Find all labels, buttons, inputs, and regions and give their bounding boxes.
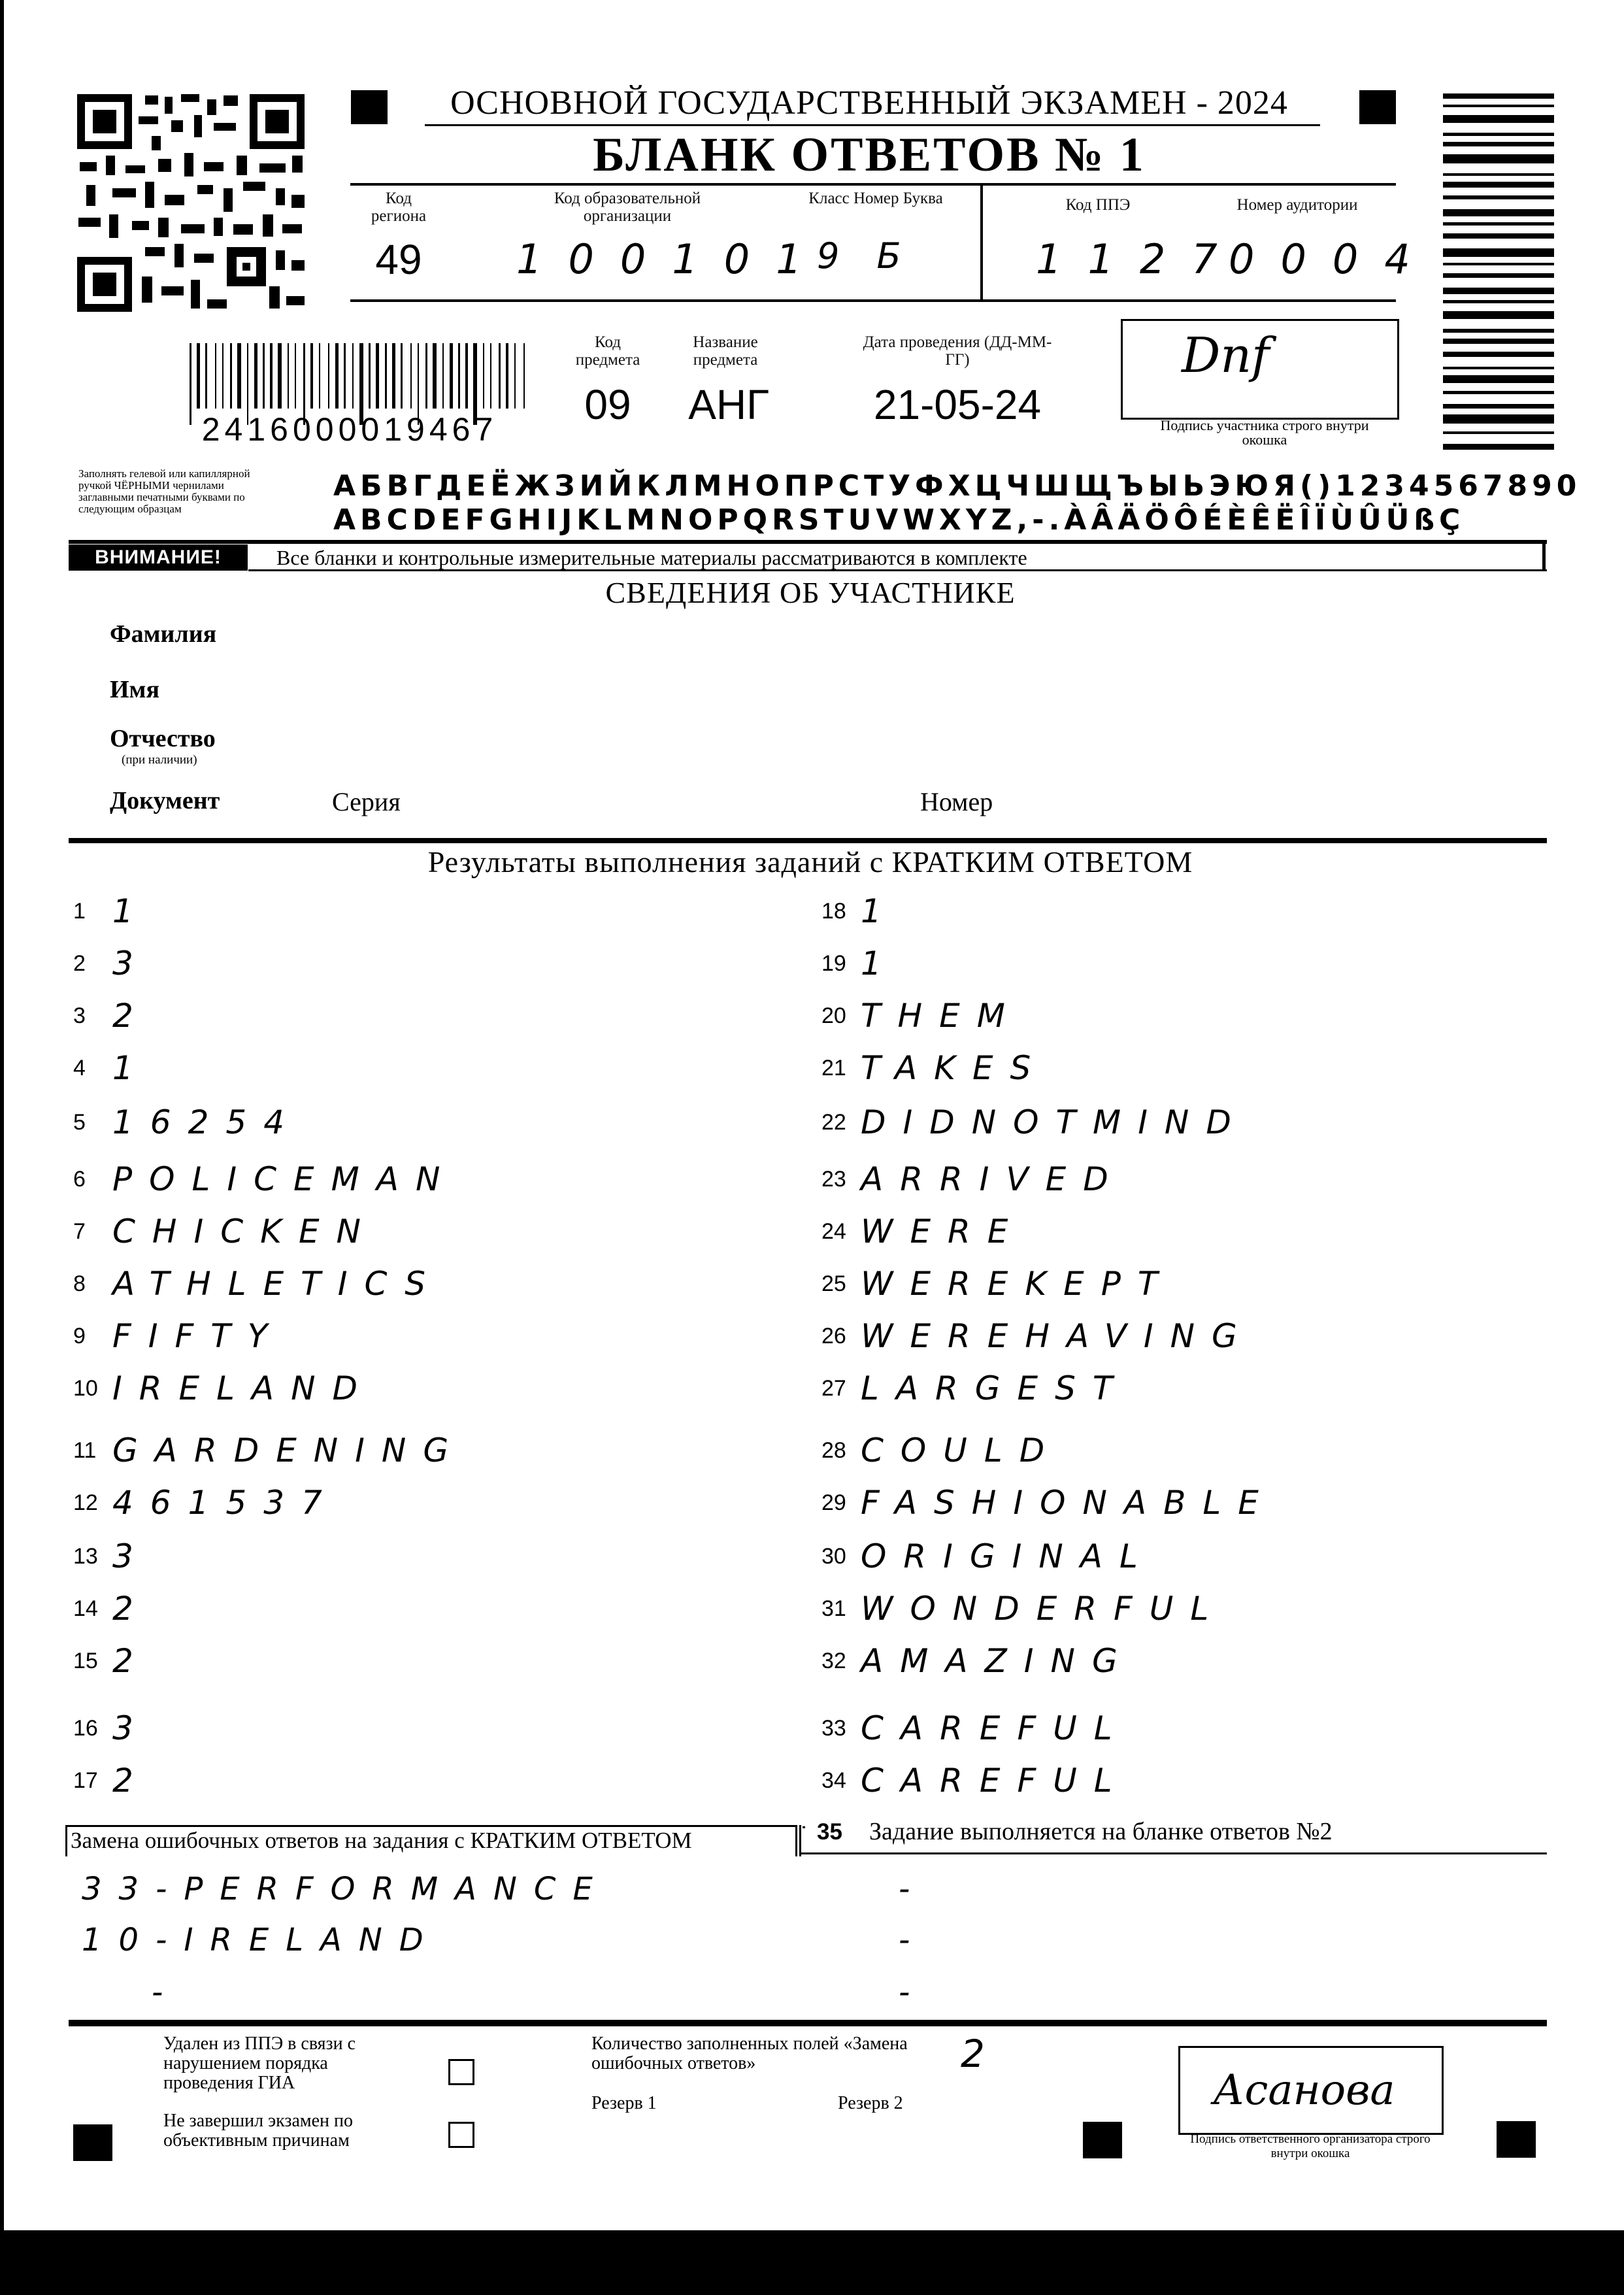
answer-number: 6 <box>73 1167 86 1192</box>
class-label: Класс Номер Буква <box>808 190 943 207</box>
answer-number: 1 <box>73 899 86 924</box>
answer-value[interactable]: TAKES <box>861 1049 1048 1087</box>
replacement-entry[interactable]: - <box>899 1871 927 1907</box>
answer-number: 29 <box>821 1490 846 1515</box>
answer-number: 15 <box>73 1649 98 1673</box>
answer-number: 21 <box>821 1056 846 1080</box>
exam-title: ОСНОВНОЙ ГОСУДАРСТВЕННЫЙ ЭКЗАМЕН - 2024 <box>450 84 1288 122</box>
answer-value[interactable]: ATHLETICS <box>112 1265 443 1303</box>
answer-value[interactable]: DIDNOTMIND <box>861 1103 1248 1141</box>
replacement-entry[interactable]: - <box>152 1974 180 2011</box>
corner-marker-bottom-right <box>1497 2121 1536 2158</box>
barcode-number: 2416000019467 <box>201 411 498 448</box>
answer-value[interactable]: THEM <box>861 997 1022 1035</box>
answer-value[interactable]: POLICEMAN <box>112 1160 457 1198</box>
bottom-band <box>0 2230 1624 2295</box>
date-value: 21-05-24 <box>873 381 1042 428</box>
room-label: Номер аудитории <box>1236 196 1358 214</box>
org-value: 100101 <box>516 235 828 283</box>
answer-number: 10 <box>73 1376 98 1401</box>
answer-number: 28 <box>821 1438 846 1463</box>
answer-number: 19 <box>821 951 846 976</box>
answer-value[interactable]: CAREFUL <box>861 1762 1129 1800</box>
answer-value[interactable]: 1 <box>861 892 899 930</box>
answer-value[interactable]: 2 <box>112 997 150 1035</box>
ppe-value: 1127 <box>1036 235 1244 283</box>
replacements-title: Замена ошибочных ответов на задания с КРАТКИМ ОТВЕТОМ <box>71 1828 692 1853</box>
series-label: Серия <box>332 787 401 816</box>
name-label: Имя <box>110 676 159 703</box>
region-value: 49 <box>375 236 422 283</box>
not-finished-checkbox[interactable] <box>448 2122 474 2148</box>
answer-number: 33 <box>821 1716 846 1741</box>
answer-value[interactable]: AMAZING <box>861 1642 1135 1680</box>
answer-number: 4 <box>73 1056 86 1080</box>
answer-number: 11 <box>73 1438 97 1463</box>
answer-value[interactable]: CHICKEN <box>112 1213 378 1250</box>
answer-value[interactable]: 3 <box>112 1537 150 1575</box>
sample-instruction: Заполнять гелевой или капиллярной ручкой ЧЁРНЫМИ чернилами заглавными печатными буквами по следующим образцам <box>78 467 250 515</box>
answers-section-title: Результаты выполнения заданий с КРАТКИМ ОТВЕТОМ <box>427 845 1193 879</box>
date-label: Дата проведения (ДД-ММ-ГГ) <box>863 333 1052 369</box>
answer-number: 16 <box>73 1716 98 1741</box>
answer-number: 9 <box>73 1324 86 1349</box>
answer-number: 31 <box>821 1596 846 1621</box>
answer-value[interactable]: CAREFUL <box>861 1709 1129 1747</box>
subject-code-value: 09 <box>584 381 631 428</box>
sample-row-latin: ABCDEFGHIJKLMNOPQRSTUVWXYZ,-.ÀÂÄÖÔÉÈÊËÎÏÙÛÜßÇ <box>333 503 1465 537</box>
answer-value[interactable]: 1 <box>112 892 150 930</box>
answer-value[interactable]: 2 <box>112 1642 150 1680</box>
removed-label: Удален из ППЭ в связи с нарушением порядка проведения ГИА <box>163 2034 356 2093</box>
answer-value[interactable]: WEREKEPT <box>861 1265 1175 1303</box>
replacement-count-value: 2 <box>961 2032 985 2076</box>
attention-badge: ВНИМАНИЕ! <box>69 544 248 571</box>
room-value: 0004 <box>1229 235 1436 283</box>
task35-text: Задание выполняется на бланке ответов №2 <box>869 1818 1333 1845</box>
replacement-entry[interactable]: 33-PERFORMANCE <box>82 1871 610 1907</box>
answer-value[interactable]: 1 <box>861 945 899 982</box>
answer-number: 27 <box>821 1376 846 1401</box>
participant-section-title: СВЕДЕНИЯ ОБ УЧАСТНИКЕ <box>605 576 1016 609</box>
signature-box-caption: Подпись участника строго внутри окошка <box>1160 417 1369 448</box>
replacement-entry[interactable]: 10-IRELAND <box>82 1922 440 1958</box>
answer-number: 23 <box>821 1167 846 1192</box>
answer-number: 34 <box>821 1768 846 1793</box>
vertical-barcode-icon <box>1443 93 1554 453</box>
corner-marker-top-right <box>1359 90 1396 124</box>
answer-number: 22 <box>821 1110 846 1135</box>
answer-value[interactable]: WONDERFUL <box>861 1590 1226 1628</box>
answer-value[interactable]: GARDENING <box>112 1432 466 1469</box>
answer-number: 26 <box>821 1324 846 1349</box>
attention-text: Все бланки и контрольные измерительные материалы рассматриваются в комплекте <box>276 546 1027 569</box>
answer-number: 12 <box>73 1490 98 1515</box>
answer-number: 7 <box>73 1219 86 1244</box>
answer-value[interactable]: 1 <box>112 1049 150 1087</box>
answer-number: 32 <box>821 1649 846 1673</box>
corner-marker-bottom-left <box>73 2124 112 2161</box>
surname-label: Фамилия <box>110 620 217 648</box>
answer-number: 17 <box>73 1768 98 1793</box>
not-finished-label: Не завершил экзамен по объективным причинам <box>163 2111 353 2151</box>
answer-value[interactable]: 3 <box>112 1709 150 1747</box>
qr-code-icon <box>73 90 308 316</box>
answer-value[interactable]: FASHIONABLE <box>861 1484 1276 1522</box>
ppe-label: Код ППЭ <box>1065 196 1131 214</box>
task35-number: 35 <box>817 1819 842 1845</box>
answer-value[interactable]: WEREHAVING <box>861 1317 1254 1355</box>
answer-number: 3 <box>73 1003 86 1028</box>
answer-number: 18 <box>821 899 846 924</box>
number-label: Номер <box>920 787 993 816</box>
answer-value[interactable]: 16254 <box>112 1103 302 1141</box>
answer-number: 5 <box>73 1110 86 1135</box>
answer-number: 2 <box>73 951 86 976</box>
answer-value[interactable]: WERE <box>861 1213 1025 1250</box>
participant-signature: Dnf <box>1182 327 1270 384</box>
sample-row-cyrillic: АБВГДЕЁЖЗИЙКЛМНОПРСТУФХЦЧШЩЪЫЬЭЮЯ()1234567890 <box>333 469 1582 503</box>
answer-value[interactable]: ORIGINAL <box>861 1537 1155 1575</box>
document-label: Документ <box>110 787 220 814</box>
subject-name-label: Название предмета <box>693 333 758 369</box>
organizer-signature: Асанова <box>1213 2066 1395 2115</box>
answer-number: 8 <box>73 1271 86 1296</box>
subject-name-value: АНГ <box>688 381 769 428</box>
patronymic-label: Отчество <box>110 725 216 752</box>
patronymic-note: (при наличии) <box>122 753 197 767</box>
answer-value[interactable]: 3 <box>112 945 150 982</box>
organizer-signature-caption: Подпись ответственного организатора строго внутри окошка <box>1190 2132 1431 2160</box>
answer-value[interactable]: IRELAND <box>112 1369 375 1407</box>
region-label: Код региона <box>371 190 427 225</box>
answer-value[interactable]: 2 <box>112 1590 150 1628</box>
answer-value[interactable]: LARGEST <box>861 1369 1130 1407</box>
answer-number: 25 <box>821 1271 846 1296</box>
answer-value[interactable]: 461537 <box>112 1484 339 1522</box>
participant-signature-box[interactable] <box>1121 319 1399 420</box>
answer-number: 14 <box>73 1596 98 1621</box>
org-label: Код образовательной организации <box>554 190 701 225</box>
answer-number: 13 <box>73 1544 98 1569</box>
answer-value[interactable]: FIFTY <box>112 1317 285 1355</box>
replacement-count-label: Количество заполненных полей «Замена ошибочных ответов» <box>591 2034 908 2073</box>
removed-checkbox[interactable] <box>448 2059 474 2085</box>
reserve-1-label: Резерв 1 <box>591 2093 657 2113</box>
answer-number: 20 <box>821 1003 846 1028</box>
reserve-2-label: Резерв 2 <box>838 2093 903 2113</box>
corner-marker-top-left <box>351 90 388 124</box>
corner-marker-bottom-center <box>1083 2122 1122 2158</box>
answer-number: 24 <box>821 1219 846 1244</box>
replacement-entry[interactable]: - <box>899 1974 927 2011</box>
answer-value[interactable]: ARRIVED <box>861 1160 1125 1198</box>
answer-number: 30 <box>821 1544 846 1569</box>
replacement-entry[interactable]: - <box>899 1922 927 1958</box>
form-title: БЛАНК ОТВЕТОВ № 1 <box>593 128 1146 182</box>
answer-value[interactable]: 2 <box>112 1762 150 1800</box>
answer-value[interactable]: COULD <box>861 1432 1062 1469</box>
organizer-signature-box[interactable] <box>1178 2046 1444 2135</box>
subject-code-label: Код предмета <box>575 333 640 369</box>
class-value: 9 Б <box>817 235 914 276</box>
